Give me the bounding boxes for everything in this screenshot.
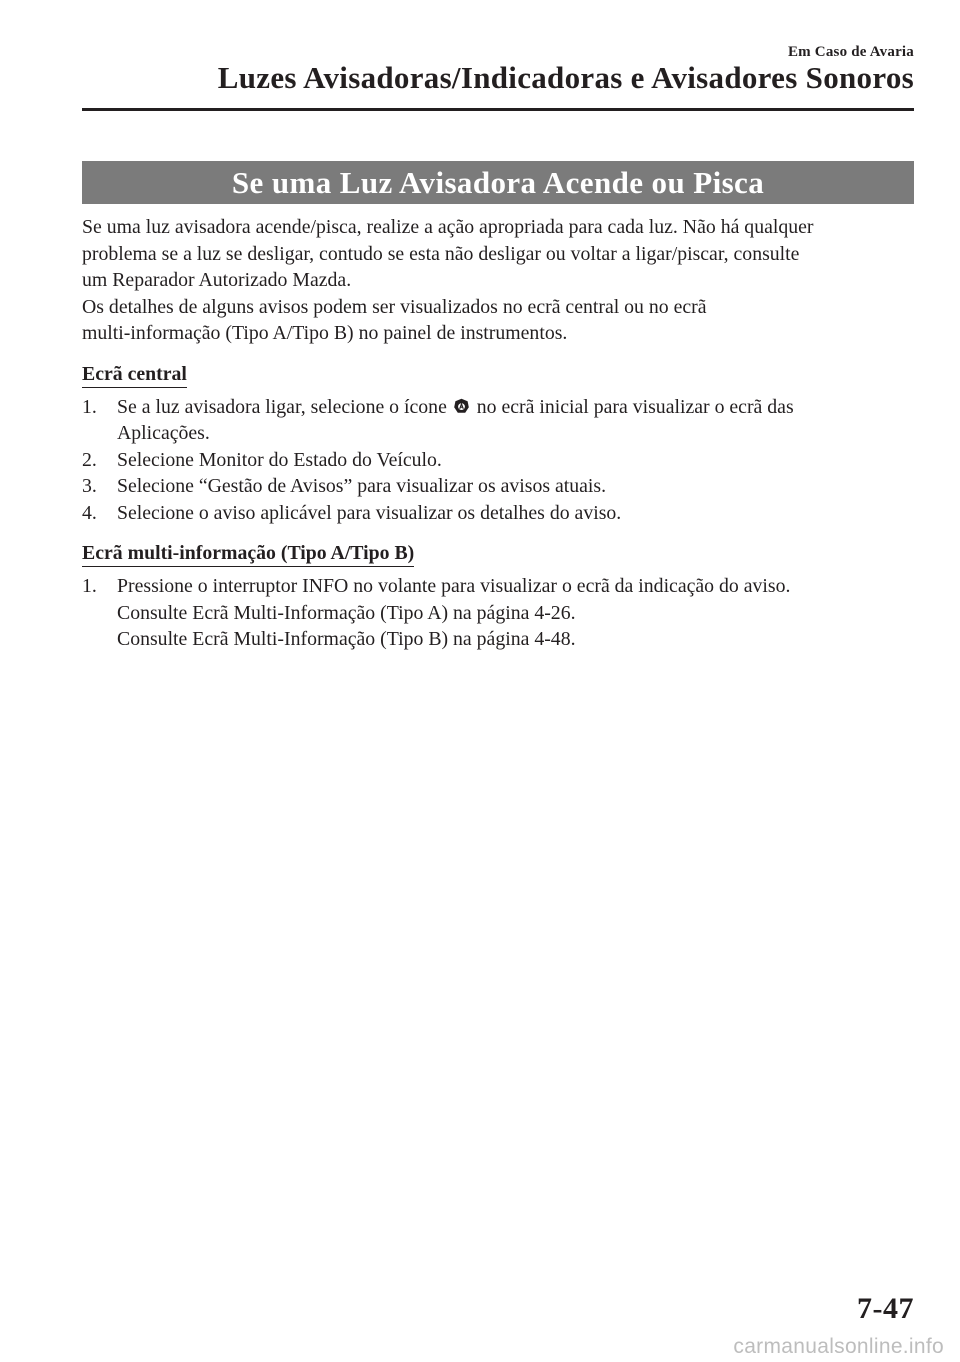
step-text: Pressione o interruptor INFO no volante para visualizar o ecrã da indicação do aviso. [117, 575, 791, 597]
step-text: Selecione o aviso aplicável para visualizar os detalhes do aviso. [117, 501, 622, 524]
page-number: 7-47 [857, 1292, 914, 1325]
header-rule [82, 108, 914, 111]
step-text: no ecrã inicial para visualizar o ecrã das [476, 395, 794, 418]
step-number: 1. [82, 575, 97, 597]
intro-line: Os detalhes de alguns avisos podem ser visualizados no ecrã central ou no ecrã [82, 295, 707, 318]
intro-line: problema se a luz se desligar, contudo se esta não desligar ou voltar a ligar/piscar, consulte [82, 242, 800, 265]
intro-line: Se uma luz avisadora acende/pisca, realize a ação apropriada para cada luz. Não há qualquer [82, 216, 814, 238]
list-item [82, 394, 914, 447]
running-title: Luzes Avisadoras/Indicadoras e Avisadores Sonoros [217, 60, 914, 95]
step-number: 4. [82, 501, 97, 524]
watermark: carmanualsonline.info [733, 1335, 944, 1358]
intro-line: multi-informação (Tipo A/Tipo B) no painel de instrumentos. [82, 322, 568, 344]
step-text-continued: Aplicações. [117, 422, 210, 444]
multi-info-display-heading: Ecrã multi-informação (Tipo A/Tipo B) [82, 542, 414, 567]
step-number: 2. [82, 448, 97, 471]
list-item [82, 447, 914, 474]
page-content [82, 214, 914, 653]
list-item [82, 573, 914, 653]
section-title: Se uma Luz Avisadora Acende ou Pisca [82, 161, 914, 204]
step-number: 1. [82, 395, 97, 418]
central-display-steps [82, 394, 914, 527]
central-display-heading: Ecrã central [82, 363, 187, 388]
step-number: 3. [82, 475, 97, 497]
chapter-title: Em Caso de Avaria [787, 44, 914, 60]
applications-icon [453, 398, 470, 415]
intro-line: um Reparador Autorizado Mazda. [82, 269, 352, 291]
list-item [82, 473, 914, 500]
page-reference: Consulte Ecrã Multi-Informação (Tipo A) na página 4-26. [117, 601, 576, 624]
multi-info-display-steps [82, 573, 914, 653]
page-reference: Consulte Ecrã Multi-Informação (Tipo B) na página 4-48. [117, 628, 576, 650]
step-text: Se a luz avisadora ligar, selecione o ícone [117, 395, 447, 418]
list-item [82, 500, 914, 527]
step-text: Selecione Monitor do Estado do Veículo. [117, 448, 442, 471]
step-text: Selecione “Gestão de Avisos” para visualizar os avisos atuais. [117, 475, 607, 497]
